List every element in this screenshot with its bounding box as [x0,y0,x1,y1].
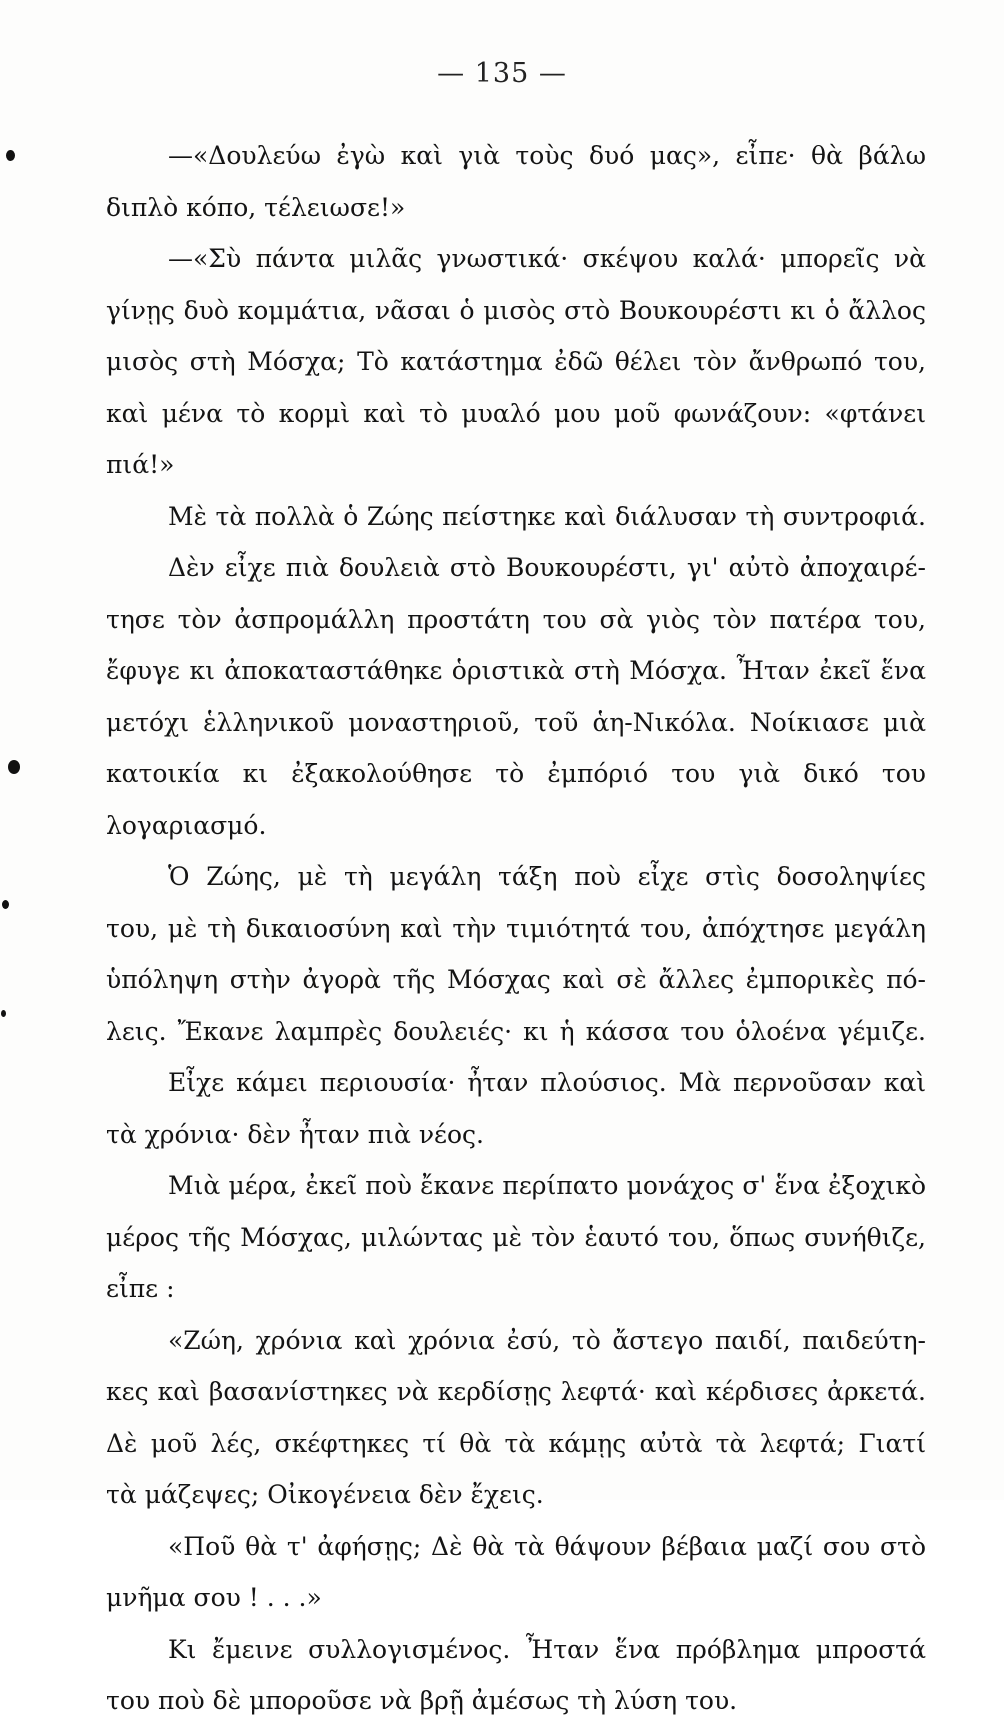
text-line: μετόχι ἑλληνικοῦ μοναστηριοῦ, τοῦ ἁη-Νικόλα. Νοίκιασε μιὰ [106,707,926,737]
text-line: μισὸς στὴ Μόσχα; Τὸ κατάστημα ἐδῶ θέλει τὸν ἄνθρωπό του, [106,347,926,376]
text-line: —«Σὺ πάντα μιλᾶς γνωστικά· σκέψου καλά· μπορεῖς νὰ [168,244,926,273]
text-line: τησε τὸν ἀσπρομάλλη προστάτη του σὰ γιὸς τὸν πατέρα του, [106,604,926,634]
text-line: πιά!» [106,450,175,479]
text-line: διπλὸ κόπο, τέλειωσε!» [106,192,406,222]
scan-speck [2,900,9,909]
text-line: γίνῃς δυὸ κομμάτια, νᾶσαι ὁ μισὸς στὸ Βουκουρέστι κι ὁ ἄλλος [106,295,926,325]
text-line: Μιὰ μέρα, ἐκεῖ ποὺ ἔκανε περίπατο μονάχος σ' ἕνα ἐξοχικὸ [168,1171,926,1200]
scan-speck [8,760,20,774]
text-line: του, μὲ τὴ δικαιοσύνη καὶ τὴν τιμιότητά του, ἀπόχτησε μεγάλη [106,913,926,943]
text-line: μέρος τῆς Μόσχας, μιλώντας μὲ τὸν ἑαυτό του, ὅπως συνήθιζε, [106,1222,926,1252]
text-line: «Ποῦ θὰ τ' ἀφήσῃς; Δὲ θὰ τὰ θάψουν βέβαια μαζί σου στὸ [168,1531,926,1561]
text-line: ὑπόληψη στὴν ἀγορὰ τῆς Μόσχας καὶ σὲ ἄλλες ἐμπορικὲς πό- [106,965,926,994]
text-line: τὰ χρόνια· δὲν ἦταν πιὰ νέος. [106,1119,484,1149]
body-text [106,130,926,1727]
text-line: Εἶχε κάμει περιουσία· ἦταν πλούσιος. Μὰ περνοῦσαν καὶ [168,1068,926,1097]
text-line: κες καὶ βασανίστηκες νὰ κερδίσῃς λεφτά· καὶ κέρδισες ἀρκετά. [106,1377,926,1406]
text-line: ἔφυγε κι ἀποκαταστάθηκε ὁριστικὰ στὴ Μόσχα. Ἦταν ἐκεῖ ἕνα [106,656,926,685]
text-line: Δὲν εἶχε πιὰ δουλειὰ στὸ Βουκουρέστι, γι' αὐτὸ ἀποχαιρέ- [168,553,926,582]
text-line: εἶπε : [106,1274,175,1303]
text-line: —«Δουλεύω ἐγὼ καὶ γιὰ τοὺς δυό μας», εἶπε· θὰ βάλω [168,141,926,170]
text-line: καὶ μένα τὸ κορμὶ καὶ τὸ μυαλό μου μοῦ φωνάζουν: «φτάνει [106,398,926,428]
scan-speck [6,150,15,161]
text-line: Ὁ Ζώης, μὲ τὴ μεγάλη τάξη ποὺ εἶχε στὶς δοσοληψίες [168,862,926,891]
text-line: λεις. Ἔκανε λαμπρὲς δουλειές· κι ἡ κάσσα του ὁλοένα γέμιζε. [106,1016,926,1046]
scan-speck [1,1010,6,1017]
text-line: τὰ μάζεψες; Οἰκογένεια δὲν ἔχεις. [106,1480,544,1509]
text-line: Δὲ μοῦ λές, σκέφτηκες τί θὰ τὰ κάμῃς αὐτὰ τὰ λεφτά; Γιατί [106,1428,926,1458]
text-line: λογαριασμό. [106,810,267,840]
page-number: — 135 — [437,58,567,89]
text-line: Κι ἔμεινε συλλογισμένος. Ἦταν ἕνα πρόβλημα μπροστά [168,1634,926,1664]
text-line: του ποὺ δὲ μποροῦσε νὰ βρῇ ἀμέσως τὴ λύση του. [106,1686,738,1715]
text-line: Μὲ τὰ πολλὰ ὁ Ζώης πείστηκε καὶ διάλυσαν τὴ συντροφιά. [168,501,926,531]
text-line: μνῆμα σου ! . . .» [106,1583,322,1612]
text-line: κατοικία κι ἐξακολούθησε τὸ ἐμπόριό του γιὰ δικό του [106,759,926,788]
text-line: «Ζώη, χρόνια καὶ χρόνια ἐσύ, τὸ ἄστεγο παιδί, παιδεύτη- [168,1325,926,1355]
